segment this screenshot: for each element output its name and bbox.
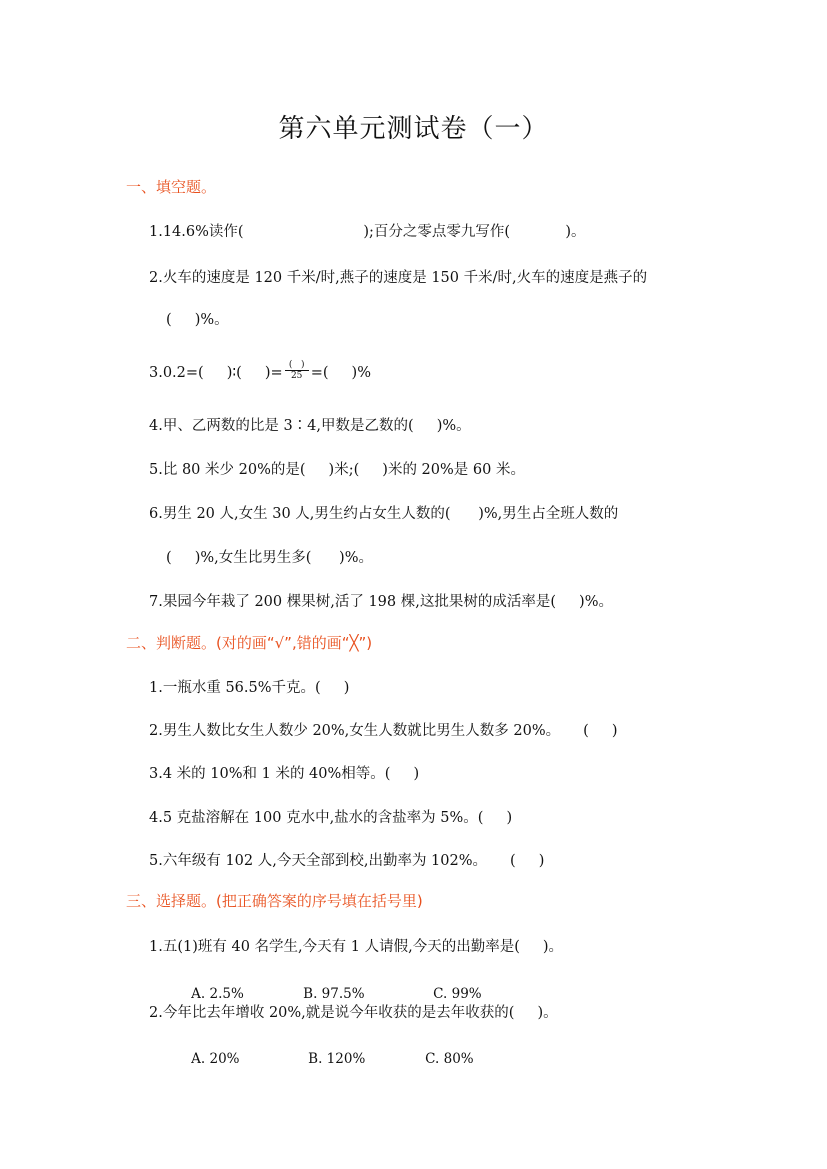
option-c: C. 99% — [433, 986, 482, 1002]
judge-question-4: 4.5 克盐溶解在 100 克水中,盐水的含盐率为 5%。( ) — [149, 810, 513, 826]
option-b: B. 97.5% — [303, 986, 365, 1002]
judge-question-2: 2.男生人数比女生人数少 20%,女生人数就比男生人数多 20%。 ( ) — [149, 723, 618, 739]
fraction — [285, 360, 309, 382]
fraction-numerator: ( ) — [285, 360, 309, 371]
choice-question-1: 1.五(1)班有 40 名学生,今天有 1 人请假,今天的出勤率是( )。 — [149, 939, 564, 955]
judge-question-3: 3.4 米的 10%和 1 米的 40%相等。( ) — [149, 766, 420, 782]
fill-question-6: 6.男生 20 人,女生 30 人,男生约占女生人数的( )%,男生占全班人数的 — [149, 506, 619, 522]
page-title: 第六单元测试卷（一） — [278, 114, 549, 144]
option-c: C. 80% — [425, 1051, 474, 1067]
fill-question-2-continued: ( )%。 — [166, 312, 229, 328]
fill-question-2: 2.火车的速度是 120 千米/时,燕子的速度是 150 千米/时,火车的速度是燕子的 — [149, 270, 648, 286]
fill-question-3-tail: =( )% — [310, 365, 371, 381]
option-b: B. 120% — [308, 1051, 366, 1067]
choice-question-2-options — [174, 1035, 474, 1083]
fill-question-1: 1.14.6%读作( );百分之零点零九写作( )。 — [149, 224, 586, 240]
option-a: A. 2.5% — [191, 986, 244, 1002]
section-choice-heading: 三、选择题。(把正确答案的序号填在括号里) — [126, 892, 423, 910]
fill-question-3-lead: 3.0.2=( )∶( )= — [149, 365, 283, 381]
fill-question-5: 5.比 80 米少 20%的是( )米;( )米的 20%是 60 米。 — [149, 462, 525, 478]
fill-question-7: 7.果园今年栽了 200 棵果树,活了 198 棵,这批果树的成活率是( )%。 — [149, 594, 613, 610]
fill-question-3 — [149, 362, 371, 384]
option-a: A. 20% — [191, 1051, 240, 1067]
section-fill-heading: 一、填空题。 — [126, 178, 217, 196]
fill-question-4: 4.甲、乙两数的比是 3∶4,甲数是乙数的( )%。 — [149, 418, 471, 434]
judge-question-5: 5.六年级有 102 人,今天全部到校,出勤率为 102%。 ( ) — [149, 853, 545, 869]
choice-question-2: 2.今年比去年增收 20%,就是说今年收获的是去年收获的( )。 — [149, 1005, 558, 1021]
fraction-denominator: 25 — [290, 371, 303, 381]
judge-question-1: 1.一瓶水重 56.5%千克。( ) — [149, 680, 350, 696]
fill-question-6-continued: ( )%,女生比男生多( )%。 — [166, 550, 373, 566]
section-judge-heading: 二、判断题。(对的画“√”,错的画“╳”) — [126, 634, 373, 652]
